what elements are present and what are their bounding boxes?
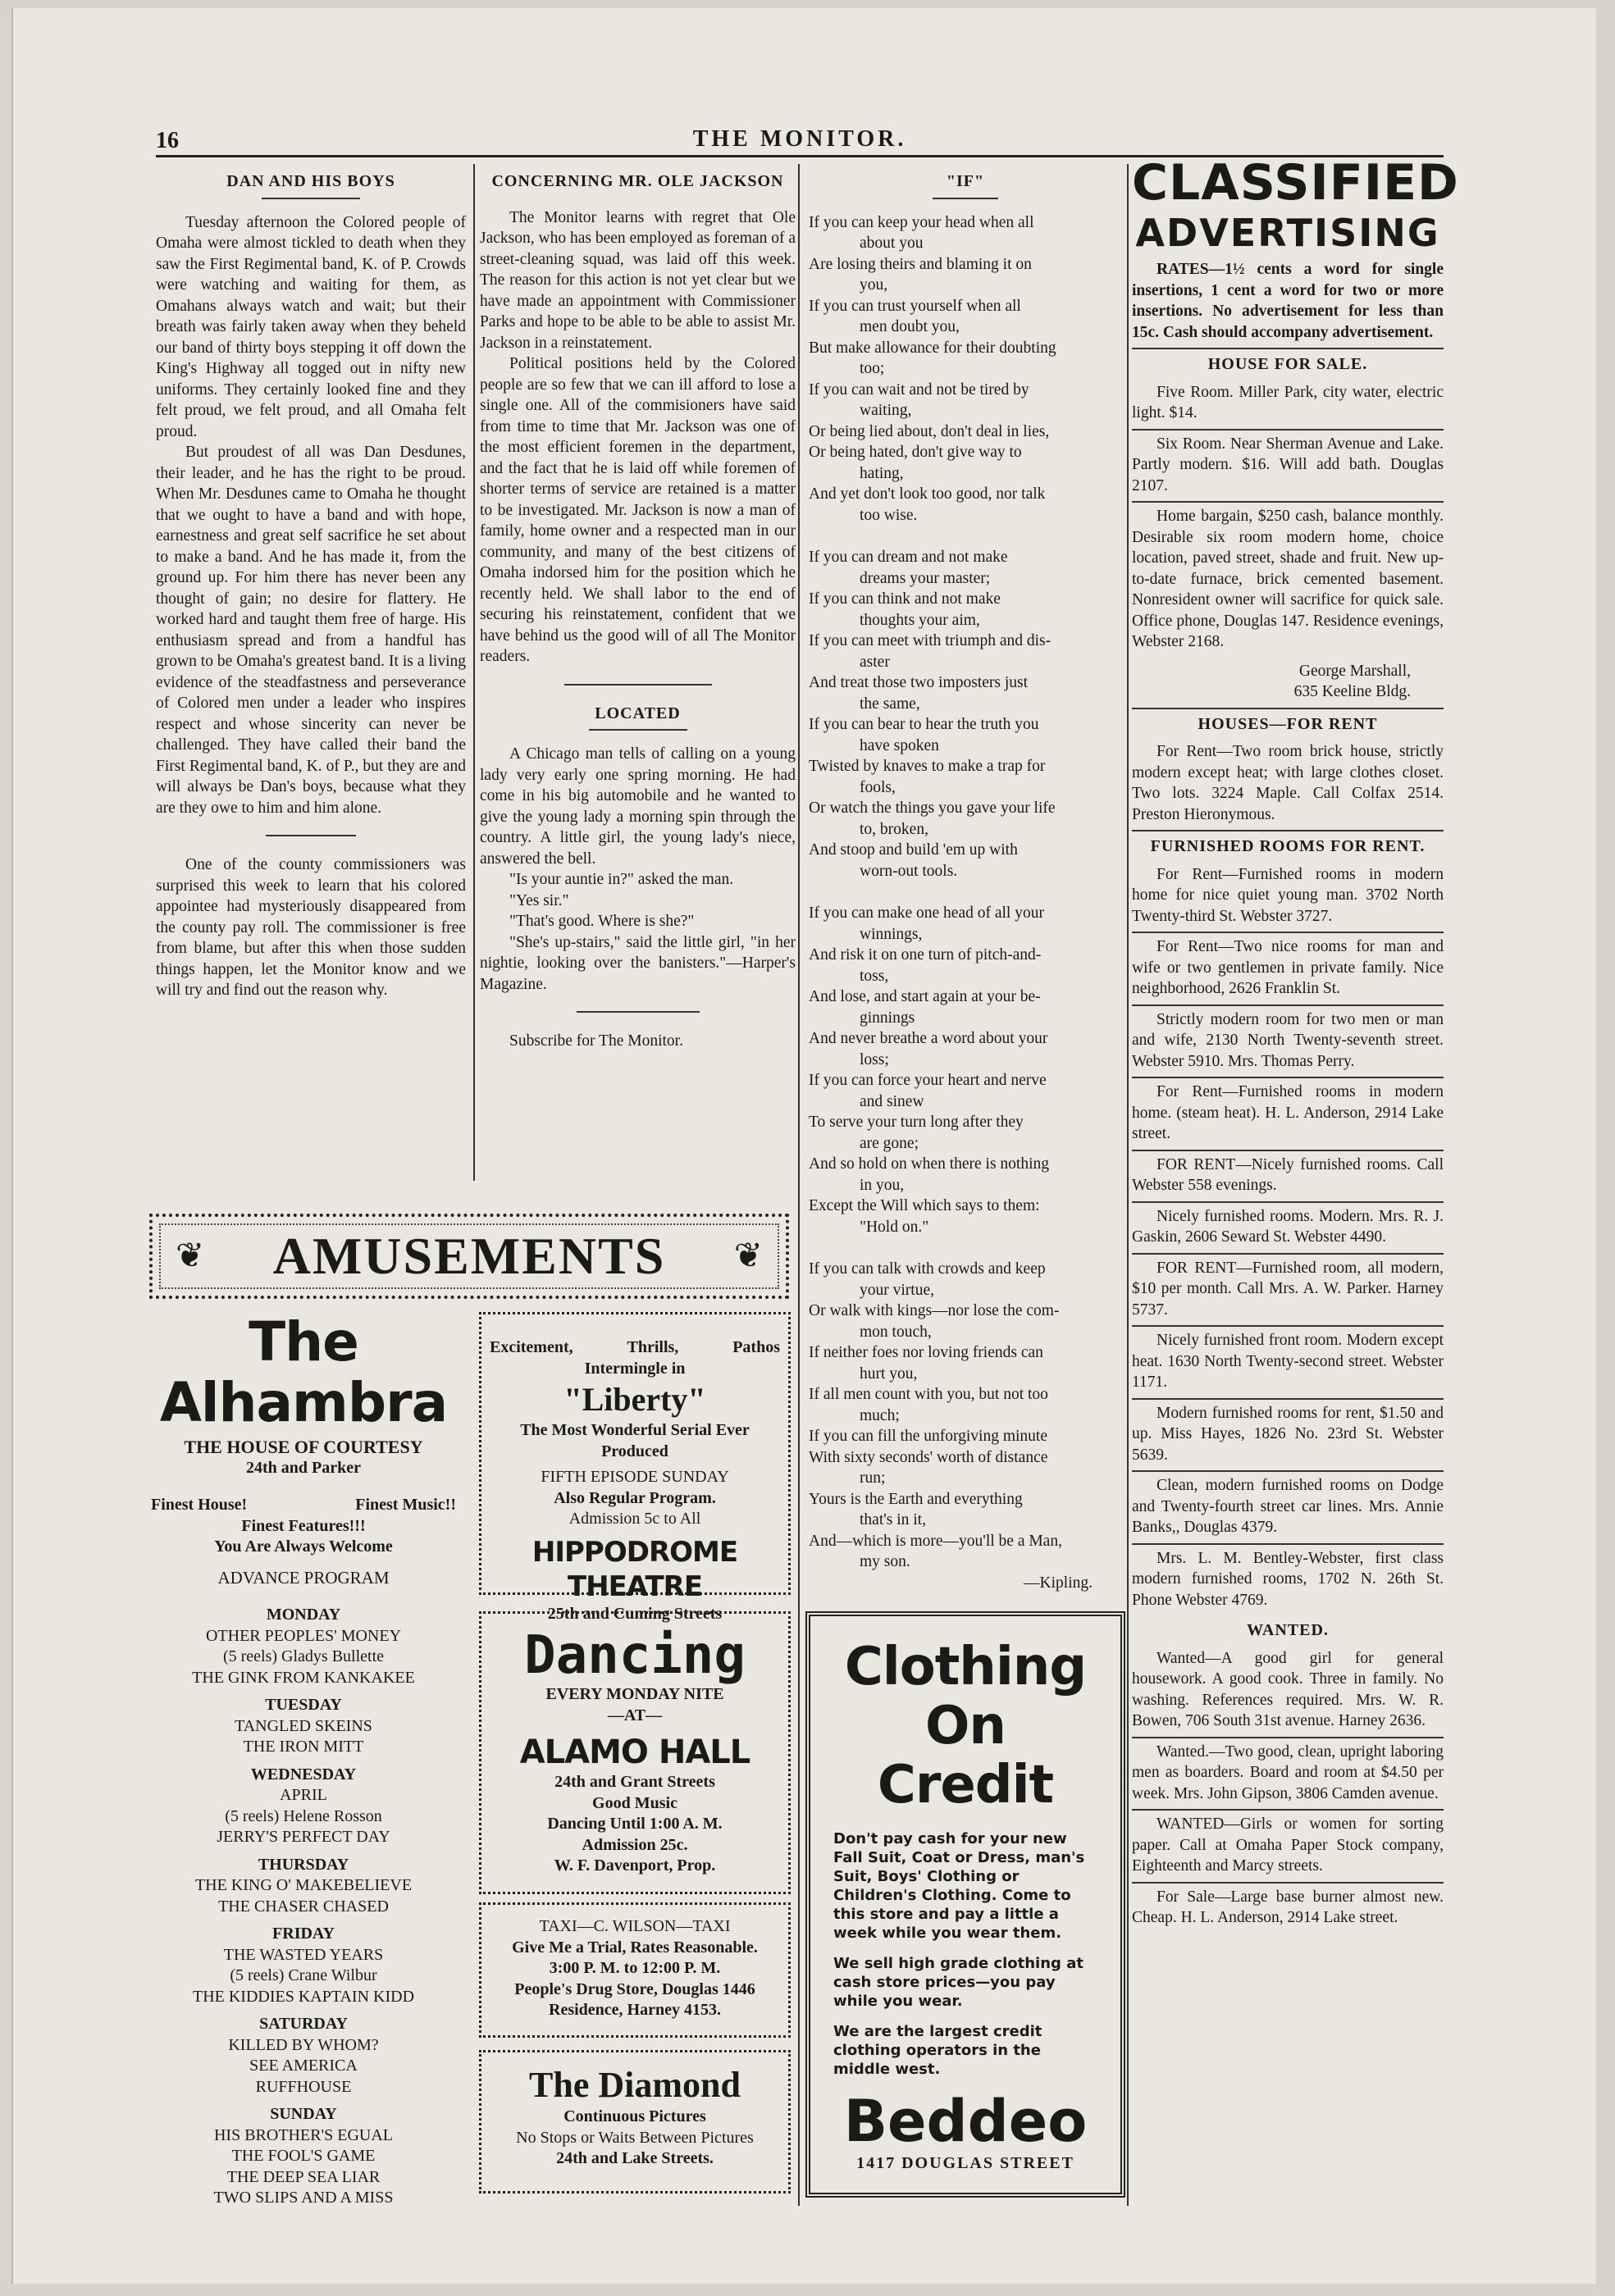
alhambra-finest-row xyxy=(139,1495,468,1516)
program-film: THE FOOL'S GAME xyxy=(231,2147,376,2165)
program-day: FRIDAY xyxy=(272,1925,335,1943)
poem-line: If you can fill the unforgiving minute xyxy=(809,1428,1047,1445)
program-day: SATURDAY xyxy=(259,2015,348,2033)
stanza-gap xyxy=(805,882,1125,903)
hippodrome-feature: "Liberty" xyxy=(563,1381,706,1418)
poem-line-continued: are gone; xyxy=(860,1134,919,1152)
flourish-left-icon: ❦ xyxy=(176,1237,205,1275)
alamo-address: 24th and Grant Streets xyxy=(554,1773,715,1791)
ad-text: Five Room. Miller Park, city water, electric light. $14. xyxy=(1132,383,1444,421)
poem-line: Or watch the things you gave your life xyxy=(809,800,1056,817)
program-film: APRIL xyxy=(280,1786,327,1804)
alamo-music: Good Music xyxy=(592,1793,677,1812)
alhambra-ad xyxy=(139,1312,468,2209)
word-pathos: Pathos xyxy=(732,1338,780,1356)
classified-advertising xyxy=(1132,154,1459,1934)
article-heading-located: LOCATED xyxy=(595,704,681,722)
alamo-hall-name: ALAMO HALL xyxy=(519,1733,750,1771)
sale-sig-address: 635 Keeline Bldg. xyxy=(1293,683,1411,700)
diamond-line1: Continuous Pictures xyxy=(563,2107,706,2125)
hippodrome-name: HIPPODROME THEATRE xyxy=(531,1535,738,1603)
poem-line: If you can force your heart and nerve xyxy=(809,1072,1047,1089)
program-film: THE KING O' MAKEBELIEVE xyxy=(194,1876,413,1894)
alhambra-welcome: You Are Always Welcome xyxy=(214,1538,393,1556)
poem-line: Except the Will which says to them: xyxy=(809,1197,1040,1214)
subscribe-line: Subscribe for The Monitor. xyxy=(509,1032,683,1050)
poem-line-continued: to, broken, xyxy=(860,820,928,838)
article-paragraph: A Chicago man tells of calling on a young lady very early one spring morning. He had come in his big automobile and he wanted to give the young lady a morning spin through the country. A little girl, the young lady's niece, answered the bell. xyxy=(480,745,796,868)
ad-text: Nicely furnished rooms. Modern. Mrs. R. J. Gaskin, 2606 Seward St. Webster 4490. xyxy=(1132,1207,1444,1246)
poem-line: If all men count with you, but not too xyxy=(809,1386,1048,1403)
poem-line-continued: fools, xyxy=(860,778,896,796)
poem-line: And stoop and build 'em up with xyxy=(809,841,1018,859)
brand-beddeo: Beddeo xyxy=(843,2088,1088,2155)
ad-text: For Rent—Two room brick house, strictly modern except heat; with large clothes closet. Two lots. 3224 Maple. Call Colfax 2514. Preston Hieronymous. xyxy=(1132,743,1444,823)
article-paragraph: One of the county commissioners was surprised this week to learn that his colored appointee had mysteriously disappeared from the county pay roll. The commissioner is free from blame, but after this when those sudden things happen, let the Monitor know and we will try and find out the reason why. xyxy=(156,856,466,999)
poem-line-continued: worn-out tools. xyxy=(860,862,958,880)
heading-rule xyxy=(933,198,998,199)
poem-line-continued: thoughts your aim, xyxy=(860,611,980,629)
classified-ad xyxy=(1132,1811,1444,1884)
classified-ad xyxy=(1132,1472,1444,1545)
program-film: THE CHASER CHASED xyxy=(218,1897,389,1916)
diamond-name: The Diamond xyxy=(529,2065,741,2105)
poem-line: If you can bear to hear the truth you xyxy=(809,716,1039,733)
clothing-credit-ad xyxy=(805,1611,1125,2198)
article-paragraph: "Is your auntie in?" asked the man. xyxy=(509,871,734,888)
ad-text: Clean, modern furnished rooms on Dodge and Twenty-fourth street car lines. Mrs. Annie Banks,, Douglas 4379. xyxy=(1132,1477,1444,1536)
diamond-ad xyxy=(479,2050,791,2194)
classified-ad xyxy=(1132,1255,1444,1328)
wanted-ads xyxy=(1132,1645,1444,1934)
alamo-admission: Admission 25c. xyxy=(582,1835,688,1854)
sale-sig-name: George Marshall, xyxy=(1298,662,1411,680)
poem-line-continued: ginnings xyxy=(860,1009,915,1027)
article-paragraph: "That's good. Where is she?" xyxy=(509,913,695,930)
poem-line: And—which is more—you'll be a Man, xyxy=(809,1532,1062,1550)
section-divider xyxy=(564,684,712,686)
alhambra-location: 24th and Parker xyxy=(246,1458,361,1477)
classified-ad xyxy=(1132,1738,1444,1811)
poem-line: Yours is the Earth and everything xyxy=(809,1490,1023,1508)
finest-house: Finest House! xyxy=(151,1496,248,1514)
newspaper-title: THE MONITOR. xyxy=(692,126,907,152)
article-ole-jackson xyxy=(480,168,796,1052)
poem-line: If you can meet with triumph and dis- xyxy=(809,632,1052,649)
poem-line: And risk it on one turn of pitch-and- xyxy=(809,946,1042,963)
ad-text: Mrs. L. M. Bentley-Webster, first class modern furnished rooms, 1702 N. 26th St. Phone Webster 4769. xyxy=(1132,1549,1444,1609)
poem-line-continued: men doubt you, xyxy=(860,318,960,335)
classified-ad xyxy=(1132,1884,1444,1934)
program-day: SUNDAY xyxy=(270,2105,337,2123)
classified-title: CLASSIFIED xyxy=(1132,154,1459,212)
classified-ad xyxy=(1132,430,1444,503)
article-paragraph: Tuesday afternoon the Colored people of Omaha were almost tickled to death when they saw the First Regimental band, K. of P. Crowds were watching and waiting for them, as Omahans always watch and wait; but their breath was fairly taken away when they beheld our band of thirty boys stepping it off down the King's Highway all togged out in nifty new uniforms. They certainly looked fine and they felt proud, we felt proud, and all Omaha felt proud. xyxy=(156,213,466,440)
ad-text: WANTED—Girls or women for sorting paper. Call at Omaha Paper Stock company, Eighteenth and Marcy streets. xyxy=(1132,1815,1444,1875)
column-rule xyxy=(473,164,475,1181)
article-paragraph: The Monitor learns with regret that Ole Jackson, who has been employed as foreman of a street-cleaning squad, was laid off this week. The reason for this action is not yet clear but we have made an appointment with Commissioner Parks and hope to be able to be able to assist Mr. Jackson in a reinstatement. xyxy=(480,208,796,352)
article-heading: DAN AND HIS BOYS xyxy=(226,172,395,190)
clothing-word3: Credit xyxy=(877,1755,1054,1815)
sale-signature xyxy=(1132,658,1444,709)
poem-line: If you can make one head of all your xyxy=(809,904,1044,922)
poem-title: "IF" xyxy=(946,172,985,190)
poem-line-continued: about you xyxy=(860,235,924,252)
article-paragraph: "She's up-stairs," said the little girl, "in her nightie, looking over the banisters."—Harper's Magazine. xyxy=(480,933,796,993)
hippodrome-line5: Also Regular Program. xyxy=(554,1488,716,1507)
poem-line-continued: too; xyxy=(860,360,885,377)
program-film: OTHER PEOPLES' MONEY xyxy=(205,1626,402,1645)
article-paragraph: Political positions held by the Colored people are so few that we can ill afford to lose a single one. All of the commisioners have said from time to time that Mr. Jackson was one of the most efficient foremen in the department, and the fact that he is laid off while foremen of shorter terms of service are retained is a matter to be investigated. Mr. Jackson is now a man of family, home owner and a respected man in our community, and many of the best citizens of Omaha indorsed him for the position which he recently held. We shall labor to the end of securing his reinstatement, confident that we have behind us the good will of all The Monitor readers. xyxy=(480,355,796,665)
poem-line-continued: that's in it, xyxy=(860,1511,926,1528)
taxi-title: TAXI—C. WILSON—TAXI xyxy=(539,1917,731,1935)
poem-line-continued: dreams your master; xyxy=(860,569,991,587)
ad-text: Six Room. Near Sherman Avenue and Lake. Partly modern. $16. Will add bath. Douglas 2107. xyxy=(1132,435,1444,494)
houses-rent-heading: HOUSES—FOR RENT xyxy=(1198,714,1378,733)
poem-line-continued: the same, xyxy=(860,695,920,713)
finest-music: Finest Music!! xyxy=(355,1496,456,1514)
flourish-right-icon: ❦ xyxy=(733,1237,763,1275)
poem-line: And lose, and start again at your be- xyxy=(809,988,1041,1005)
clothing-text1: Don't pay cash for your new Fall Suit, Coat or Dress, man's Suit, Boys' Clothing or Children's Clothing. Come to this store and pay a little a week while you wear them. xyxy=(833,1830,1085,1942)
rooms-ads xyxy=(1132,861,1444,1616)
program-film: THE IRON MITT xyxy=(243,1738,364,1756)
dancing-when: EVERY MONDAY NITE xyxy=(545,1685,724,1703)
stanza-gap xyxy=(805,1237,1125,1259)
poem-line-continued: loss; xyxy=(860,1050,889,1068)
poem-line: Or being lied about, don't deal in lies, xyxy=(809,422,1050,440)
program-day: THURSDAY xyxy=(258,1855,349,1874)
stanza-gap xyxy=(805,526,1125,547)
program-heading: ADVANCE PROGRAM xyxy=(217,1567,390,1588)
poem-lines xyxy=(805,212,1125,1573)
classified-ad xyxy=(1132,1400,1444,1473)
sale-ads xyxy=(1132,379,1444,658)
column-rule xyxy=(1127,164,1129,2206)
ad-text: For Rent—Furnished rooms in modern home. (steam heat). H. L. Anderson, 2914 Lake street. xyxy=(1132,1083,1444,1142)
poem-line: With sixty seconds' worth of distance xyxy=(809,1448,1048,1466)
classified-ad xyxy=(1132,1006,1444,1079)
ad-text: For Rent—Two nice rooms for man and wife or two gentlemen in private family. Nice neighborhood, 2626 Franklin St. xyxy=(1132,938,1444,997)
poem-line: Twisted by knaves to make a trap for xyxy=(809,758,1046,775)
poem-line-continued: hurt you, xyxy=(860,1364,918,1383)
hippodrome-line2: Intermingle in xyxy=(584,1359,686,1378)
ad-text: Strictly modern room for two men or man and wife, 2130 North Twenty-seventh street. Webster 5910. Mrs. Thomas Perry. xyxy=(1132,1010,1444,1070)
poem-line: To serve your turn long after they xyxy=(809,1114,1024,1131)
poem-line-continued: hating, xyxy=(860,464,904,482)
poem-line-continued: winnings, xyxy=(860,925,923,943)
program-film: (5 reels) Crane Wilbur xyxy=(230,1966,377,1984)
poem-line-continued: run; xyxy=(860,1469,886,1487)
alhambra-tagline: THE HOUSE OF COURTESY xyxy=(184,1437,423,1457)
classified-ad xyxy=(1132,1645,1444,1738)
poem-line: If you can keep your head when all xyxy=(809,213,1034,231)
alamo-hall-ad xyxy=(479,1611,791,1894)
poem-line: If you can think and not make xyxy=(809,590,1001,608)
poem-line-continued: and sinew xyxy=(860,1092,924,1110)
diamond-address: 24th and Lake Streets. xyxy=(556,2149,714,2167)
advertising-title: ADVERTISING xyxy=(1135,211,1440,255)
poem-line: If neither foes nor loving friends can xyxy=(809,1344,1043,1361)
classified-ad xyxy=(1132,1151,1444,1203)
heading-rule xyxy=(262,198,360,199)
poem-line-continued: you, xyxy=(860,276,888,294)
poem-line-continued: my son. xyxy=(860,1553,910,1570)
classified-ad xyxy=(1132,933,1444,1006)
poem-line: If you can talk with crowds and keep xyxy=(809,1260,1046,1278)
hippodrome-line1 xyxy=(490,1337,780,1359)
classified-ad xyxy=(1132,1203,1444,1255)
alhambra-name: The Alhambra xyxy=(159,1310,448,1434)
page-number: 16 xyxy=(156,128,179,153)
program-film: THE GINK FROM KANKAKEE xyxy=(192,1668,415,1687)
poem-line-continued: "Hold on." xyxy=(860,1218,929,1236)
poem-line: Or walk with kings—nor lose the com- xyxy=(809,1302,1060,1319)
article-dan-and-his-boys xyxy=(156,168,466,1001)
taxi-line2: 3:00 P. M. to 12:00 P. M. xyxy=(549,1959,721,1977)
program-film: (5 reels) Gladys Bullette xyxy=(222,1647,385,1665)
program-film: RUFFHOUSE xyxy=(255,2077,352,2096)
poem-line: And never breathe a word about your xyxy=(809,1030,1048,1047)
classified-ad xyxy=(1132,1078,1444,1151)
ad-text: FOR RENT—Nicely furnished rooms. Call Webster 558 evenings. xyxy=(1132,1155,1444,1194)
classified-ad xyxy=(1132,738,1444,831)
classified-rates xyxy=(1132,256,1444,349)
heading-rule xyxy=(589,729,687,731)
poem-attribution: —Kipling. xyxy=(1024,1574,1093,1592)
classified-ad xyxy=(1132,379,1444,430)
poem-line: And treat those two imposters just xyxy=(809,674,1029,691)
beddeo-address: 1417 DOUGLAS STREET xyxy=(856,2154,1074,2172)
program-film: HIS BROTHER'S EGUAL xyxy=(213,2125,394,2144)
ad-text: Wanted.—Two good, clean, upright laboring men as boarders. Board and room at $4.50 per week. Mrs. John Gipson, 3806 Camden avenue. xyxy=(1132,1742,1444,1802)
poem-line-continued: waiting, xyxy=(860,402,912,419)
dancing-title: Dancing xyxy=(524,1625,746,1686)
clothing-word1: Clothing xyxy=(844,1637,1087,1697)
ad-text: Modern furnished rooms for rent, $1.50 and up. Miss Hayes, 1826 No. 23rd St. Webster 5639. xyxy=(1132,1404,1444,1464)
program-day: WEDNESDAY xyxy=(250,1765,357,1784)
poem-line-continued: have spoken xyxy=(860,736,939,754)
clothing-text3: We are the largest credit clothing operators in the middle west. xyxy=(833,2023,1042,2078)
program-film: THE WASTED YEARS xyxy=(223,1945,384,1964)
program-list xyxy=(139,1605,468,2209)
poem-line: But make allowance for their doubting xyxy=(809,339,1056,357)
poem-line-continued: your virtue, xyxy=(860,1281,934,1299)
dancing-at: —AT— xyxy=(607,1706,663,1724)
poem-line-continued: mon touch, xyxy=(860,1323,932,1341)
wanted-heading: WANTED. xyxy=(1247,1621,1329,1639)
clothing-word2: On xyxy=(925,1696,1006,1756)
section-divider xyxy=(577,1011,700,1013)
article-paragraph: "Yes sir." xyxy=(509,891,569,909)
poem-line: And so hold on when there is nothing xyxy=(809,1155,1050,1173)
hippodrome-line3: The Most Wonderful Serial Ever Produced xyxy=(520,1421,750,1460)
rates-text: RATES—1½ cents a word for single insertions, 1 cent a word for two or more insertions. No advertisement for less than 15c. Cash should accompany advertisement. xyxy=(1132,261,1444,341)
poem-line-continued: toss, xyxy=(860,967,889,985)
hippodrome-line6: Admission 5c to All xyxy=(568,1510,701,1528)
alamo-prop: W. F. Davenport, Prop. xyxy=(554,1856,716,1875)
rooms-heading: FURNISHED ROOMS FOR RENT. xyxy=(1150,837,1426,855)
amusements-title: AMUSEMENTS xyxy=(272,1227,666,1285)
poem-line: Are losing theirs and blaming it on xyxy=(809,255,1032,273)
poem-line: If you can wait and not be tired by xyxy=(809,380,1029,399)
program-film: TANGLED SKEINS xyxy=(235,1716,372,1735)
program-day: TUESDAY xyxy=(265,1696,342,1714)
poem-line-continued: in you, xyxy=(860,1176,905,1194)
word-thrills: Thrills, xyxy=(627,1338,679,1356)
program-film: JERRY'S PERFECT DAY xyxy=(217,1828,390,1846)
taxi-line4: Residence, Harney 4153. xyxy=(549,2001,721,2019)
poem-line: And yet don't look too good, nor talk xyxy=(809,485,1046,503)
article-paragraph: But proudest of all was Dan Desdunes, their leader, and he has the right to be proud. When Mr. Desdunes came to Omaha he thought that we ought to have a band and with hope, earnestness and great self sacrifice he set about to make a band. And he has made it, from the ground up. For him there has never been any thought of gain; no desire for flattery. He worked hard and taught them free of harge. His enthusiasm spread and from a handful has grown to be Omaha's greatest band. It is a living evidence of the steadfastness and perseverance of Colored men under a leader who inspires respect and whose sincerity can never be challenged. They have called their band the First Regimental band, K. of P., but they are and will always be Dan's boys, because what they are they owe to him and him alone. xyxy=(156,444,466,817)
program-film: TWO SLIPS AND A MISS xyxy=(213,2189,394,2207)
finest-features: Finest Features!!! xyxy=(241,1516,366,1535)
ad-text: Nicely furnished front room. Modern except heat. 1630 North Twenty-second street. Webster 1171. xyxy=(1132,1332,1444,1391)
hippodrome-address: 25th and Cuming Streets xyxy=(547,1604,723,1623)
clothing-text2: We sell high grade clothing at cash store prices—you pay while you wear. xyxy=(833,1955,1084,2010)
program-day: MONDAY xyxy=(266,1606,341,1624)
hippodrome-line4: FIFTH EPISODE SUNDAY xyxy=(541,1468,729,1486)
word-excitement: Excitement, xyxy=(490,1338,573,1356)
article-heading: CONCERNING MR. OLE JACKSON xyxy=(491,172,784,190)
poem-line-continued: aster xyxy=(860,653,890,671)
classified-ad xyxy=(1132,861,1444,934)
section-divider xyxy=(266,835,356,836)
poem-line-continued: much; xyxy=(860,1406,900,1424)
poem-line: If you can trust yourself when all xyxy=(809,297,1021,315)
classified-ad xyxy=(1132,1545,1444,1616)
program-film: THE KIDDIES KAPTAIN KIDD xyxy=(192,1987,415,2006)
program-film: THE DEEP SEA LIAR xyxy=(226,2167,381,2186)
house-sale-heading: HOUSE FOR SALE. xyxy=(1207,355,1368,373)
diamond-line2: No Stops or Waits Between Pictures xyxy=(516,2128,754,2147)
alamo-hours: Dancing Until 1:00 A. M. xyxy=(547,1815,723,1833)
ad-text: FOR RENT—Furnished room, all modern, $10 per month. Call Mrs. A. W. Parker. Harney 5737. xyxy=(1132,1259,1444,1319)
taxi-line1: Give Me a Trial, Rates Reasonable. xyxy=(512,1938,758,1957)
program-film: (5 reels) Helene Rosson xyxy=(225,1806,382,1825)
hippodrome-ad xyxy=(479,1312,791,1623)
classified-ad xyxy=(1132,1327,1444,1400)
ad-text: Home bargain, $250 cash, balance monthly. Desirable six room modern home, choice location, paved street, shade and fruit. New up-to-date furnace, brick cemented basement. Nonresident owner will sacrifice for quick sale. Office phone, Douglas 147. Residence evenings, Webster 2168. xyxy=(1132,508,1444,650)
taxi-ad xyxy=(479,1902,791,2038)
poem-line: If you can dream and not make xyxy=(809,549,1008,566)
amusements-banner xyxy=(149,1214,789,1299)
program-film: SEE AMERICA xyxy=(249,2057,358,2075)
page-header xyxy=(156,125,1444,157)
ad-text: For Sale—Large base burner almost new. Cheap. H. L. Anderson, 2914 Lake street. xyxy=(1132,1888,1444,1926)
poem-line-continued: too wise. xyxy=(860,506,918,524)
ad-text: Wanted—A good girl for general housework. A good cook. Three in family. No washing. References required. Mrs. W. R. Bowen, 706 South 31st avenue. Harney 2636. xyxy=(1132,1649,1444,1729)
poem-line: Or being hated, don't give way to xyxy=(809,444,1022,461)
classified-ad xyxy=(1132,503,1444,658)
column-rule xyxy=(798,164,800,2206)
poem-if xyxy=(805,168,1125,1593)
program-film: KILLED BY WHOM? xyxy=(228,2035,379,2054)
taxi-line3: People's Drug Store, Douglas 1446 xyxy=(514,1979,755,1998)
ad-text: For Rent—Furnished rooms in modern home for nice quiet young man. 3702 North Twenty-third St. Webster 3727. xyxy=(1132,865,1444,925)
